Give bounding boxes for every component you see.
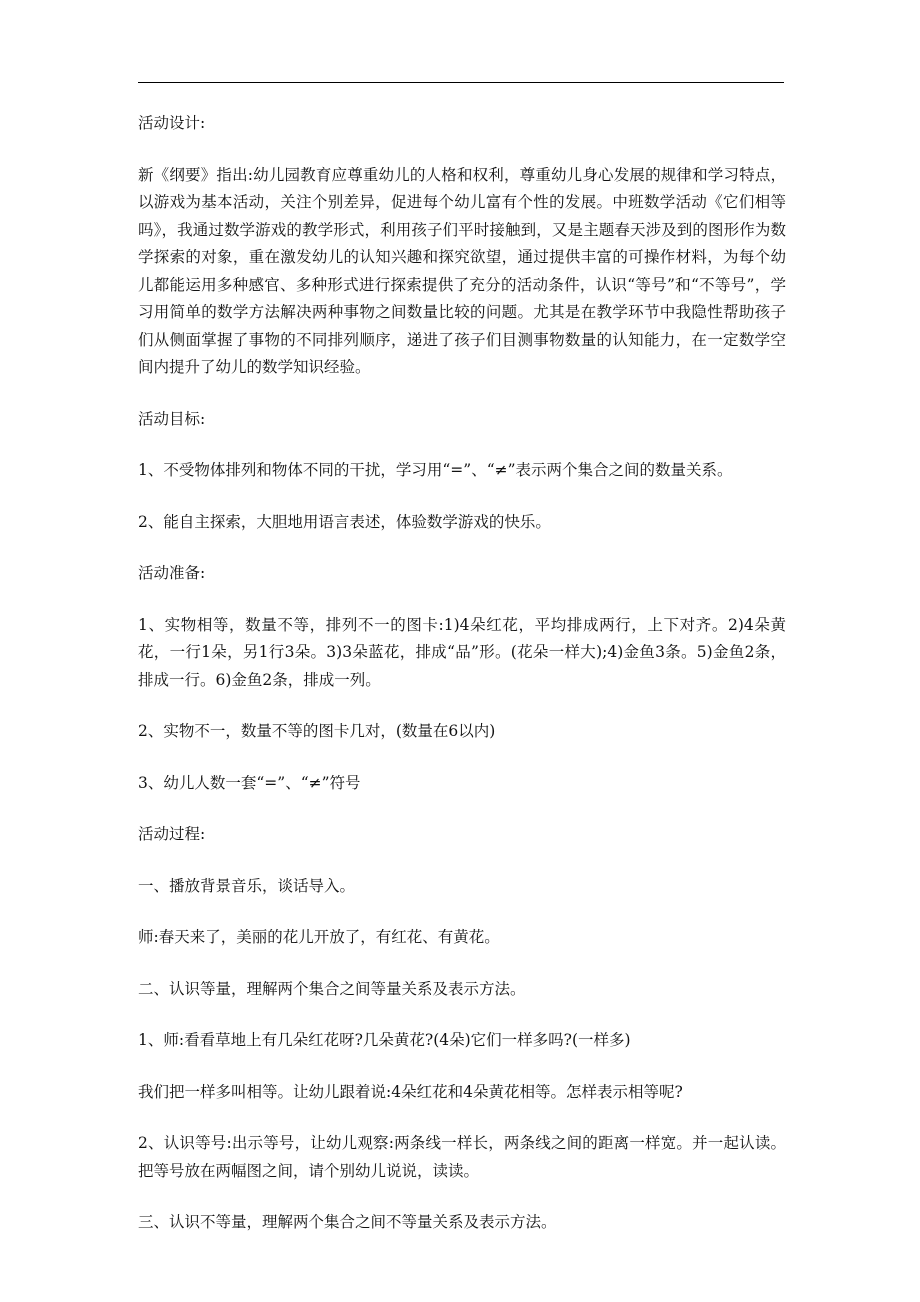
paragraph-design-body: 新《纲要》指出:幼儿园教育应尊重幼儿的人格和权利，尊重幼儿身心发展的规律和学习特点，以游戏为基本活动，关注个别差异，促进每个幼儿富有个性的发展。中班数学活动《它们相等吗》，我通过数学游戏的教学形式，利用孩子们平时接触到，又是主题春天涉及到的图形作为数学探索的对象，重在激发幼儿的认知兴趣和探究欲望，通过提供丰富的可操作材料，为每个幼儿都能运用多种感官、多种形式进行探索提供了充分的活动条件，认识“等号”和“不等号”，学习用简单的数学方法解决两种事物之间数量比较的问题。尤其是在教学环节中我隐性帮助孩子们从侧面掌握了事物的不同排列顺序，递进了孩子们目测事物数量的认知能力，在一定数学空间内提升了幼儿的数学知识经验。 [138,165,786,376]
section-heading-goals: 活动目标: [138,409,206,428]
process-step-1: 一、播放背景音乐，谈话导入。 [138,876,356,895]
goal-item-1: 1、不受物体排列和物体不同的干扰，学习用“=”、“≠”表示两个集合之间的数量关系。 [138,461,733,479]
process-step-2-item-1: 1、师:看看草地上有几朵红花呀?几朵黄花?(4朵)它们一样多吗?(一样多) [138,1031,631,1049]
section-heading-design: 活动设计: [138,114,206,132]
process-step-2: 二、认识等量，理解两个集合之间等量关系及表示方法。 [138,979,526,998]
section-heading-preparation: 活动准备: [138,564,206,582]
process-teacher-line: 师:春天来了，美丽的花儿开放了，有红花、有黄花。 [138,928,500,946]
process-step-2-item-2: 2、认识等号:出示等号，让幼儿观察:两条线一样长，两条线之间的距离一样宽。并一起认读。把等号放在两幅图之间，请个别幼儿说说，读读。 [138,1134,786,1180]
section-heading-process: 活动过程: [138,825,206,843]
goal-item-2: 2、能自主探索，大胆地用语言表述，体验数学游戏的快乐。 [138,512,551,531]
header-rule [138,82,784,83]
preparation-item-2: 2、实物不一，数量不等的图卡几对，(数量在6以内) [138,722,496,740]
process-step-2-note: 我们把一样多叫相等。让幼儿跟着说:4朵红花和4朵黄花相等。怎样表示相等呢? [138,1082,683,1101]
preparation-item-3: 3、幼儿人数一套“=”、“≠”符号 [138,773,361,792]
preparation-item-1: 1、实物相等，数量不等，排列不一的图卡:1)4朵红花，平均排成两行，上下对齐。2)4朵黄花，一行1朵，另1行3朵。3)3朵蓝花，排成“品”形。(花朵一样大);4)金鱼3条。5)金鱼2条，排成一行。6)金鱼2条，排成一列。 [138,615,787,689]
process-step-3: 三、认识不等量，理解两个集合之间不等量关系及表示方法。 [138,1213,557,1231]
document-body [138,110,786,1261]
